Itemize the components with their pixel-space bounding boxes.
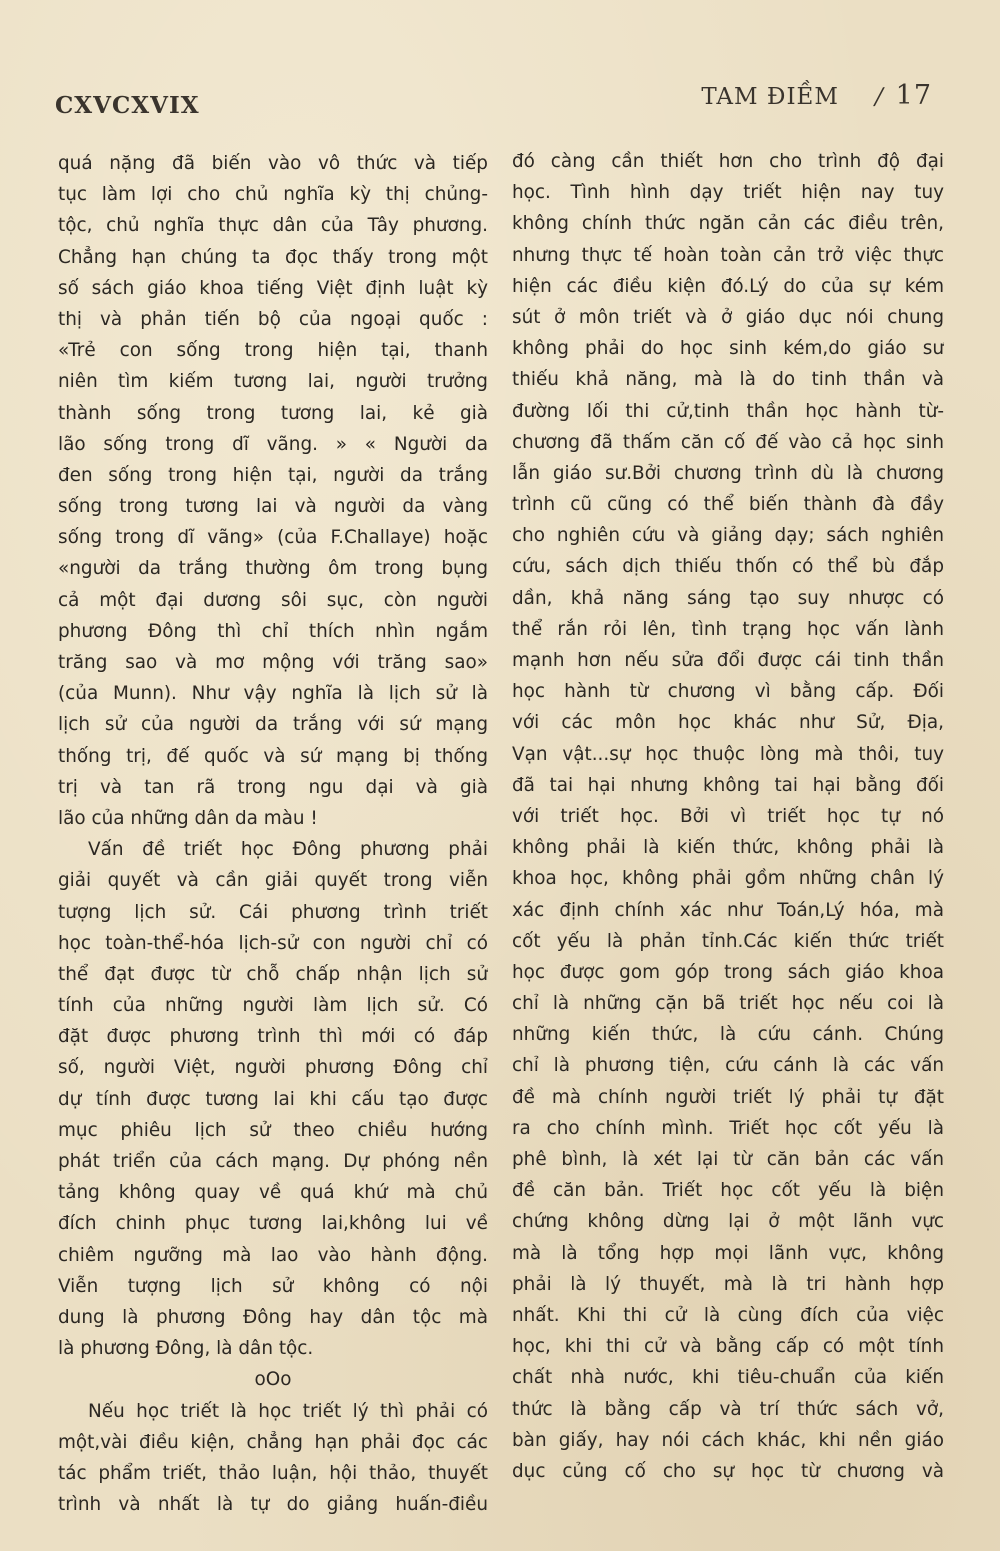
text-line: đã tai hại nhưng không tai hại bằng đối (512, 774, 944, 796)
text-line: Chẳng hạn chúng ta đọc thấy trong một (58, 246, 488, 268)
text-line: sống trong dĩ vãng» (của F.Challaye) hoặc (58, 527, 488, 549)
text-line: không phải là kiến thức, không phải là (512, 837, 944, 859)
text-line: dần, khả năng sáng tạo suy nhược có (512, 587, 944, 609)
text-line: với triết học. Bởi vì triết học tự nó (512, 805, 944, 827)
text-line: chứng không dừng lại ở một lãnh vực (512, 1211, 944, 1233)
text-line: lão của những dân da màu ! (58, 807, 318, 829)
text-line: chất nhà nước, khi tiêu-chuẩn của kiến (512, 1367, 944, 1389)
section-separator: oOo (254, 1369, 292, 1391)
text-line: thị và phản tiến bộ của ngoại quốc : (58, 308, 488, 330)
text-line: tộc, chủ nghĩa thực dân của Tây phương. (58, 215, 488, 237)
text-line: tảng không quay về quá khứ mà chủ (58, 1182, 488, 1204)
text-line: xác định chính xác như Toán,Lý hóa, mà (512, 899, 944, 921)
text-line: chỉ là phương tiện, cứu cánh là các vấn (512, 1055, 944, 1077)
text-line: đặt được phương trình thì mới có đáp (58, 1026, 488, 1048)
text-line: số, người Việt, người phương Đông chỉ (58, 1057, 488, 1079)
text-line: mục phiêu lịch sử theo chiều hướng (58, 1119, 488, 1141)
text-line: số sách giáo khoa tiếng Việt định luật kỳ (58, 277, 488, 299)
text-line: cả một đại dương sôi sục, còn người (58, 589, 488, 611)
text-line: Vạn vật...sự học thuộc lòng mà thôi, tuy (512, 743, 944, 765)
text-line: dục củng cố cho sự học từ chương và (512, 1460, 944, 1482)
page-number: 17 (895, 80, 932, 111)
header-left-mark: CXVCXVIX (55, 92, 200, 119)
text-line: trình cũ cũng có thể biến thành đà đầy (512, 494, 944, 516)
text-line: niên tìm kiếm tương lai, người trưởng (58, 371, 488, 393)
text-line: dung là phương Đông hay dân tộc mà (58, 1306, 488, 1328)
header-separator: / (872, 84, 887, 110)
text-line: học được gom góp trong sách giáo khoa (512, 961, 944, 983)
text-line: tục làm lợi cho chủ nghĩa kỳ thị chủng- (58, 184, 488, 206)
text-line: lão sống trong dĩ vãng. » « Người da (58, 433, 488, 455)
text-line: là phương Đông, là dân tộc. (58, 1338, 314, 1360)
text-line: sút ở môn triết và ở giáo dục nói chung (512, 306, 944, 328)
text-line: phát triển của cách mạng. Dự phóng nền (58, 1151, 488, 1172)
text-line: thể rắn rỏi lên, tình trạng học vấn lành (512, 618, 944, 640)
text-line: thức là bằng cấp và trí thức sách vở, (512, 1398, 944, 1420)
text-line: thống trị, đế quốc và sứ mạng bị thống (58, 745, 488, 767)
text-line: không phải do học sinh kém,do giáo sư (512, 338, 944, 360)
text-line: cốt yếu là phản tỉnh.Các kiến thức triết (512, 930, 944, 952)
running-head (55, 80, 932, 120)
text-line: chiêm ngưỡng mà lao vào hành động. (58, 1244, 488, 1266)
text-line: đó càng cần thiết hơn cho trình độ đại (512, 151, 944, 172)
text-line: nhưng thực tế hoàn toàn cản trở việc thực (512, 244, 944, 266)
left-column (58, 148, 488, 1520)
text-line: tính của những người làm lịch sử. Có (58, 995, 488, 1017)
text-line: «Trẻ con sống trong hiện tại, thanh (58, 340, 488, 362)
text-line: đen sống trong hiện tại, người da trắng (58, 464, 488, 486)
text-line: thành sống trong tương lai, kẻ già (58, 402, 488, 424)
text-line: nhất. Khi thi cử là cùng đích của việc (512, 1304, 944, 1326)
text-line: ra cho chính mình. Triết học cốt yếu là (512, 1117, 944, 1139)
text-line: chỉ là những cặn bã triết học nếu coi là (512, 993, 944, 1015)
text-line: đề mà chính người triết lý phải tự đặt (512, 1086, 944, 1108)
text-line: đích chinh phục tương lai,không lui về (58, 1213, 488, 1235)
text-line: chương đã thấm căn cố đế vào cả học sinh (512, 431, 944, 453)
text-line: không chính thức ngăn cản các điều trên, (512, 213, 944, 235)
text-line: học, khi thi cử và bằng cấp có một tính (512, 1336, 944, 1358)
text-line: hiện các điều kiện đó.Lý do của sự kém (512, 275, 944, 297)
text-line: cho nghiên cứu và giảng dạy; sách nghiên (512, 525, 944, 547)
text-line: phải là lý thuyết, mà là tri hành hợp (512, 1273, 944, 1295)
text-line: học hành từ chương vì bằng cấp. Đối (512, 681, 944, 703)
text-line: phương Đông thì chỉ thích nhìn ngắm (58, 620, 488, 642)
text-line: cứu, sách dịch thiếu thốn có thể bù đắp (512, 556, 944, 578)
text-line: phê bình, là xét lại từ căn bản các vấn (512, 1149, 944, 1170)
text-line: lịch sử của người da trắng với sứ mạng (58, 714, 488, 736)
text-line: học. Tình hình dạy triết hiện nay tuy (512, 182, 944, 204)
text-line: mà là tổng hợp mọi lãnh vực, không (512, 1242, 944, 1264)
text-line: Nếu học triết là học triết lý thì phải có (88, 1400, 488, 1422)
text-line: tác phẩm triết, thảo luận, hội thảo, thuyết (58, 1462, 488, 1484)
text-line: trị và tan rã trong ngu dại và già (58, 776, 488, 798)
text-line: một,vài điều kiện, chẳng hạn phải đọc các (58, 1431, 488, 1453)
text-line: lẫn giáo sư.Bởi chương trình dù là chương (512, 462, 944, 484)
header-title: TAM ĐIỀM (701, 84, 839, 110)
text-line: với các môn học khác như Sử, Địa, (512, 712, 944, 734)
text-line: trình và nhất là tự do giảng huấn-điều (58, 1494, 488, 1516)
text-line: khoa học, không phải gồm những chân lý (512, 868, 944, 890)
text-line: học toàn-thể-hóa lịch-sử con người chỉ có (58, 932, 488, 954)
text-line: sống trong tương lai và người da vàng (58, 496, 488, 518)
right-column (512, 146, 944, 1487)
text-line: bàn giấy, hay nói cách khác, khi nền giáo (512, 1429, 944, 1451)
text-line: đường lối thi cử,tinh thần học hành từ- (512, 400, 944, 422)
text-line: giải quyết và cần giải quyết trong viễn (58, 870, 488, 892)
text-line: trăng sao và mơ mộng với trăng sao» (58, 652, 488, 673)
text-line: Viễn tượng lịch sử không có nội (58, 1275, 488, 1297)
text-line: thể đạt được từ chỗ chấp nhận lịch sử (58, 963, 488, 985)
text-line: (của Munn). Như vậy nghĩa là lịch sử là (58, 683, 488, 705)
text-line: những kiến thức, là cứu cánh. Chúng (512, 1024, 944, 1046)
text-line: Vấn đề triết học Đông phương phải (88, 839, 488, 861)
text-line: dự tính được tương lai khi cấu tạo được (58, 1088, 488, 1110)
text-line: tượng lịch sử. Cái phương trình triết (58, 901, 488, 923)
text-line: mạnh hơn nếu sửa đổi được cái tinh thần (512, 650, 944, 671)
text-line: quá nặng đã biến vào vô thức và tiếp (58, 153, 488, 174)
text-line: đề căn bản. Triết học cốt yếu là biện (512, 1180, 944, 1202)
text-line: thiếu khả năng, mà là do tinh thần và (512, 369, 944, 391)
text-line: «người da trắng thường ôm trong bụng (58, 558, 488, 580)
header-right (701, 80, 932, 111)
